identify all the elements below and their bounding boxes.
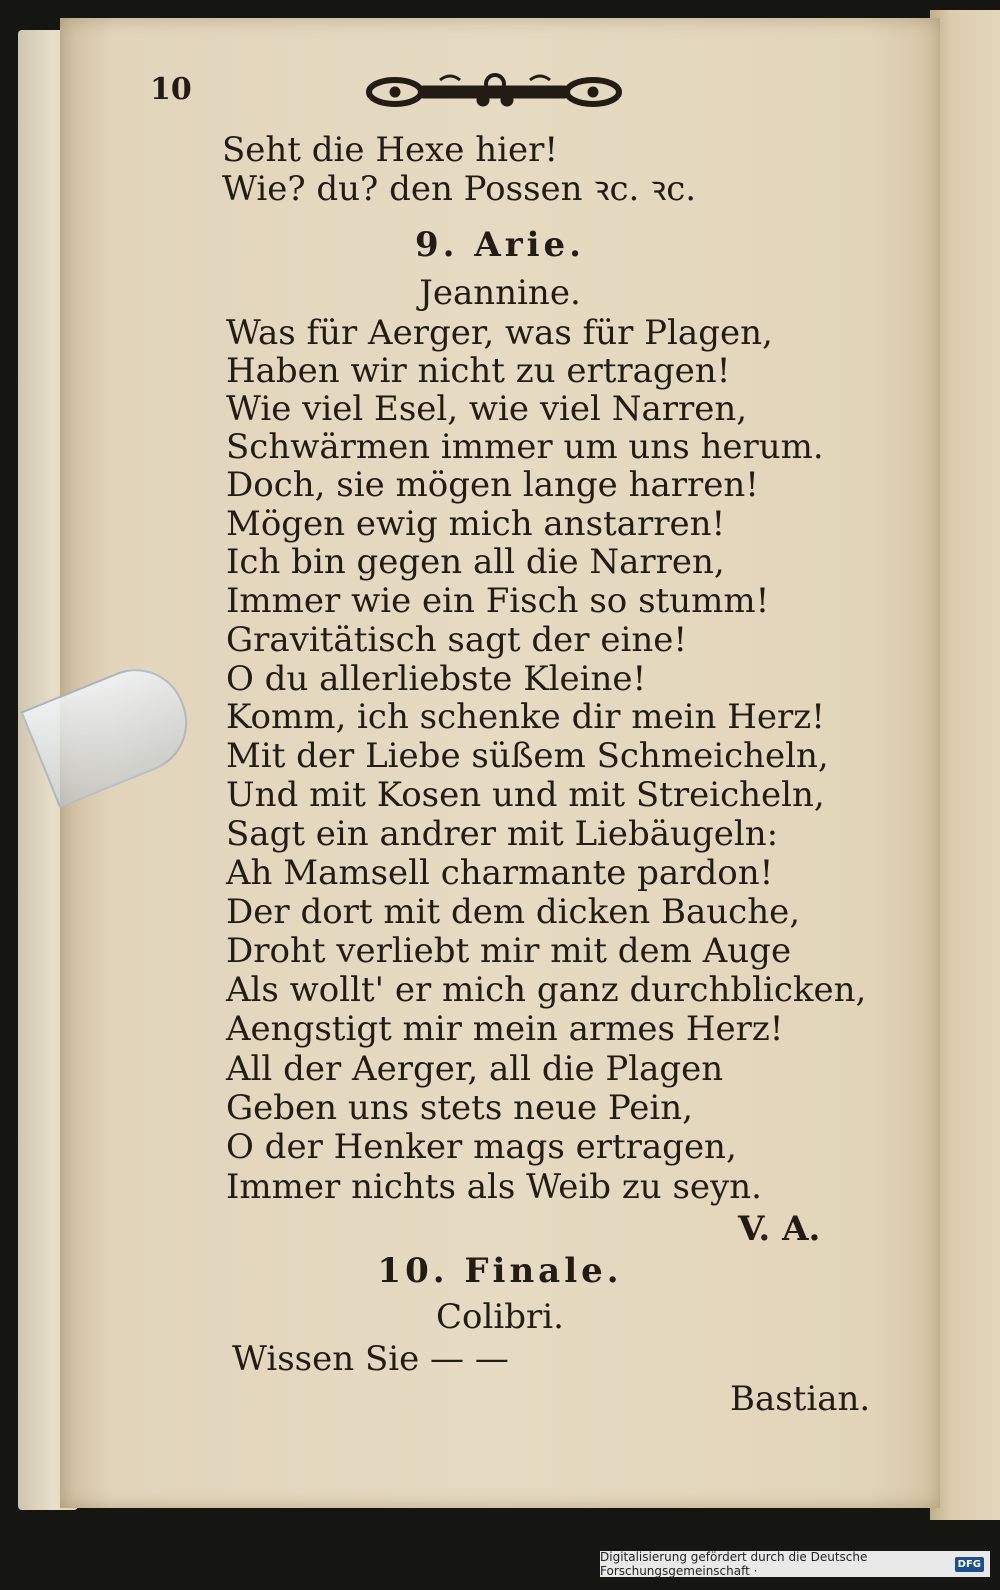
aria-speaker: Jeannine. — [419, 273, 581, 313]
verse-line: Immer wie ein Fisch so stumm! — [226, 581, 770, 621]
verse-line: Mit der Liebe süßem Schmeicheln, — [226, 736, 829, 776]
verse-line: O der Henker mags ertragen, — [226, 1127, 737, 1167]
verse-line: Immer nichts als Weib zu seyn. — [226, 1167, 762, 1207]
digitization-credit — [600, 1551, 990, 1577]
verse-line: O du allerliebste Kleine! — [226, 659, 647, 699]
aria-end-mark: V. A. — [738, 1209, 821, 1249]
finale-heading: 10. Finale. — [377, 1251, 623, 1291]
verse-line: Als wollt' er mich ganz durchblicken, — [226, 970, 867, 1010]
verse-line: Geben uns stets neue Pein, — [226, 1088, 693, 1128]
verse-line: Droht verliebt mir mit dem Auge — [226, 931, 792, 971]
verse-line: Der dort mit dem dicken Bauche, — [226, 892, 801, 932]
verse-line: Sagt ein andrer mit Liebäugeln: — [226, 814, 779, 854]
verse-line: Ah Mamsell charmante pardon! — [226, 853, 774, 893]
finale-speaker: Colibri. — [436, 1297, 564, 1337]
verse-line: Haben wir nicht zu ertragen! — [226, 351, 731, 391]
verse-line: All der Aerger, all die Plagen — [226, 1049, 724, 1089]
verse-line: Wie viel Esel, wie viel Narren, — [226, 389, 748, 429]
verse-line: Aengstigt mir mein armes Herz! — [226, 1009, 784, 1049]
aria-heading: 9. Arie. — [414, 225, 585, 265]
intro-line: Wie? du? den Possen ꝛc. ꝛc. — [222, 169, 697, 209]
verse-line: Und mit Kosen und mit Streicheln, — [226, 775, 825, 815]
finale-line: Wissen Sie — — — [232, 1339, 509, 1379]
verse-line: Was für Aerger, was für Plagen, — [226, 313, 773, 353]
verse-line: Schwärmen immer um uns herum. — [226, 427, 824, 467]
catchword: Bastian. — [730, 1379, 871, 1419]
credit-text: Digitalisierung gefördert durch die Deutsche Forschungsgemeinschaft · — [600, 1550, 868, 1578]
verse-line: Mögen ewig mich anstarren! — [226, 504, 726, 544]
verse-line: Ich bin gegen all die Narren, — [226, 542, 725, 582]
page-number: 10 — [150, 72, 192, 107]
intro-line: Seht die Hexe hier! — [222, 130, 559, 170]
verse-line: Gravitätisch sagt der eine! — [226, 620, 688, 660]
dfg-logo-icon: DFG — [955, 1557, 984, 1572]
verse-line: Komm, ich schenke dir mein Herz! — [226, 697, 825, 737]
verse-line: Doch, sie mögen lange harren! — [226, 465, 759, 505]
